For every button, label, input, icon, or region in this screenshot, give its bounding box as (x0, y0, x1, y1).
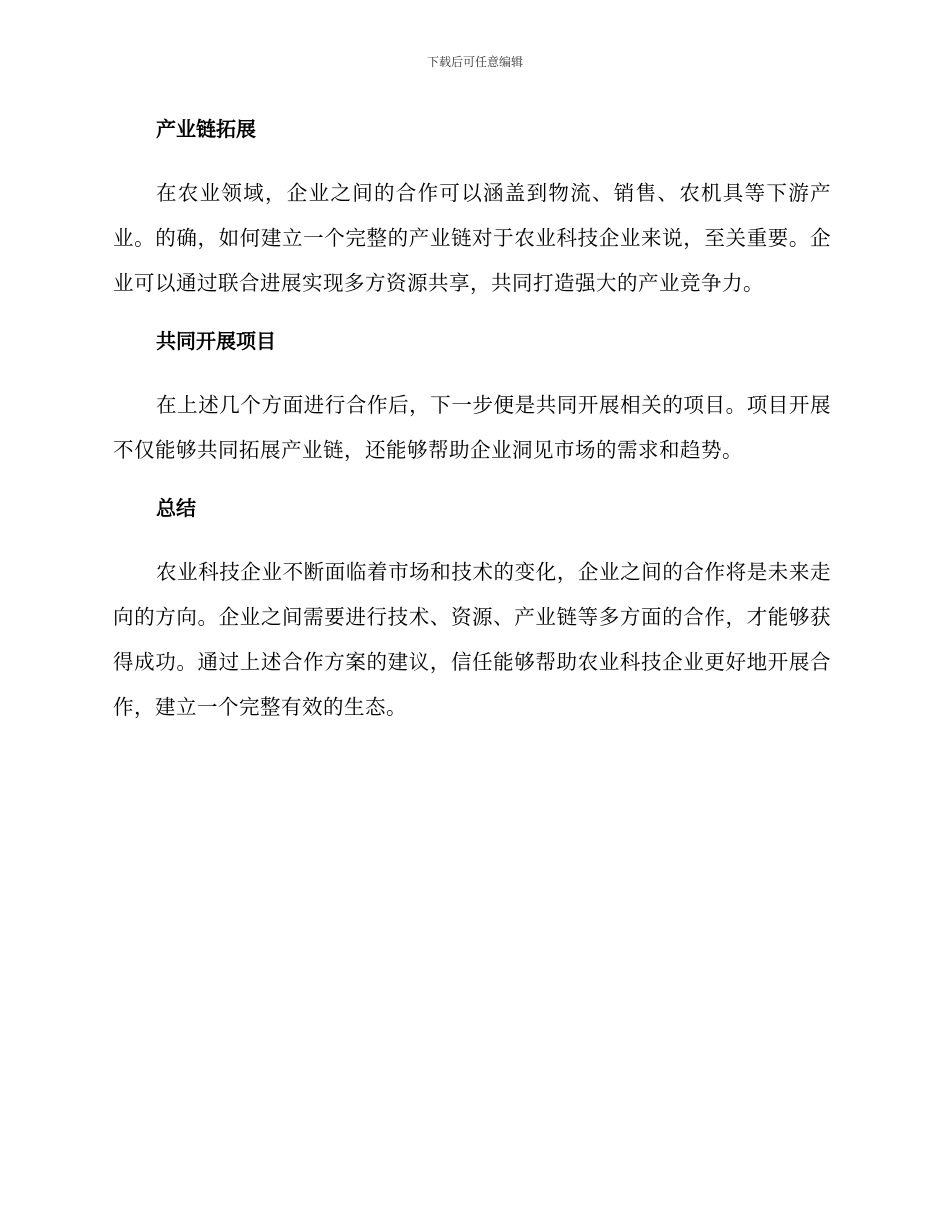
document-body (113, 114, 831, 730)
section-paragraph-industry-chain: 在农业领域，企业之间的合作可以涵盖到物流、销售、农机具等下游产业。的确，如何建立一个完整的产业链对于农业科技企业来说，至关重要。企业可以通过联合进展实现多方资源共享，共同打造强大的产业竞争力。 (113, 181, 831, 295)
page-header: 下载后可任意编辑 (426, 55, 523, 69)
section-heading-summary: 总结 (156, 496, 196, 520)
section-paragraph-joint-projects: 在上述几个方面进行合作后，下一步便是共同开展相关的项目。项目开展不仅能够共同拓展产业链，还能够帮助企业洞见市场的需求和趋势。 (113, 393, 831, 462)
section-heading-joint-projects: 共同开展项目 (156, 329, 276, 353)
section-paragraph-summary: 农业科技企业不断面临着市场和技术的变化，企业之间的合作将是未来走向的方向。企业之间需要进行技术、资源、产业链等多方面的合作，才能够获得成功。通过上述合作方案的建议，信任能够帮助农业科技企业更好地开展合作，建立一个完整有效的生态。 (113, 560, 831, 719)
section-heading-industry-chain: 产业链拓展 (156, 117, 256, 141)
